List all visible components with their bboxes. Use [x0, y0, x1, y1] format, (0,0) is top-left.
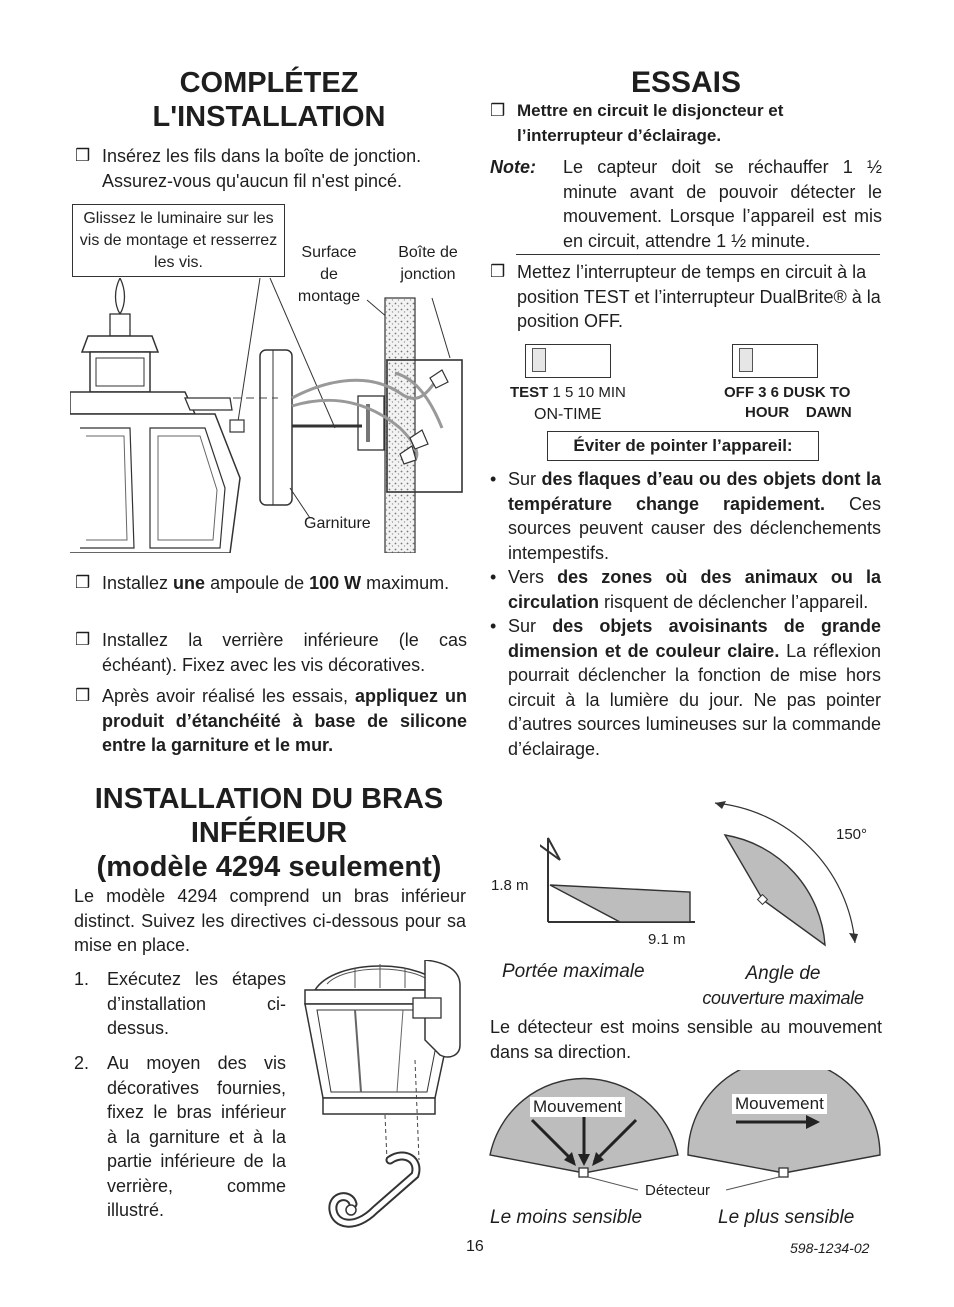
list-text: Au moyen des vis décoratives fournies, fixez le bras inférieur à la garniture et à la partie inférieure de la verrière, comme illustré. [107, 1053, 286, 1220]
caption-line: Angle de [745, 963, 821, 984]
title-line: INFÉRIEUR [190, 817, 348, 849]
bullet-text: Sur [508, 469, 542, 489]
motion-label-2: Mouvement [732, 1094, 827, 1114]
bullet-list [490, 467, 881, 761]
title-line: (modèle 4294 seulement) [96, 851, 442, 883]
angle-label: 150° [836, 826, 868, 843]
detector-label: Détecteur [645, 1182, 711, 1199]
section-title-bras [73, 782, 465, 884]
list-number: 1. [74, 969, 90, 989]
step-silicone [75, 684, 467, 758]
bullet-text: La réflexion pourrait déclencher la fonction de mise hors circuit à la lumière du jour. Ne pas pointer d’autres sources lumineuses sur la commande d’éclairage. [508, 640, 882, 759]
switch1-label [510, 384, 626, 401]
label-boite: Boîte de jonction [398, 244, 458, 283]
time-switch [525, 344, 611, 378]
sensitivity-text: Le détecteur est moins sensible au mouvement dans sa direction. [490, 1017, 882, 1062]
bullet-icon: • [490, 469, 497, 489]
caption-angle [685, 961, 881, 1011]
switch-label: HOUR DAWN [745, 404, 852, 421]
caption-more-sensitive: Le plus sensible [718, 1207, 855, 1228]
checkbox-icon: ❒ [75, 146, 91, 165]
bullet-item [490, 467, 881, 565]
divider [516, 254, 880, 255]
switch-knob [739, 348, 753, 372]
switch-label-bold: TEST [510, 384, 549, 401]
list-item-1 [74, 967, 286, 1041]
switch-knob [532, 348, 546, 372]
callout-box [72, 204, 285, 277]
step-text: ampoule de [205, 573, 310, 593]
title-line: L'INSTALLATION [152, 101, 386, 133]
title-line: INSTALLATION DU BRAS [94, 783, 444, 815]
note-label: Note: [490, 157, 536, 177]
checkbox-icon: ❒ [490, 101, 506, 120]
list-number: 2. [74, 1053, 90, 1073]
bullet-text: Vers [508, 567, 558, 587]
bullet-item [490, 614, 881, 761]
step-install-bulb [75, 571, 467, 596]
checkbox-icon: ❒ [75, 630, 91, 649]
list-item-2 [74, 1051, 286, 1223]
bullet-text-bold: des objets avoisinants de grande dimension et de couleur claire. [508, 616, 881, 661]
checkbox-icon: ❒ [75, 573, 91, 592]
step-text: Après avoir réalisé les essais, [102, 686, 356, 706]
bullet-text-bold: des zones où des animaux ou la circulation [508, 567, 881, 612]
step-insert-wires [75, 144, 467, 193]
step-text-bold: appliquez un produit d’étanchéité à base de silicone entre la garniture et le mur. [102, 686, 467, 755]
callout-text: Glissez le luminaire sur les vis de montage et resserrez les vis. [79, 210, 278, 271]
dualbrite-switch [732, 344, 818, 378]
page-number: 16 [466, 1238, 484, 1255]
bullet-text: risquent de déclencher l’appareil. [599, 591, 869, 612]
step-text: Mettez l’interrupteur de temps en circuit à la position TEST et l’interrupteur DualBrite® à la position OFF. [517, 262, 881, 331]
angle-diagram [705, 795, 885, 955]
caption-line: couverture maximale [702, 988, 864, 1008]
range-label: 9.1 m [648, 931, 686, 948]
step-text-bold: 100 W [309, 573, 362, 593]
note-text: Le capteur doit se réchauffer 1 ½ minute avant de pouvoir détecter le mouvement. Lorsque l’appareil est mis en circuit, attendre 1 ½ minute. [563, 157, 882, 251]
step-circuit-on [490, 99, 882, 148]
switch2-label [724, 383, 852, 423]
height-label: 1.8 m [491, 877, 529, 894]
doc-code: 598-1234-02 [790, 1240, 870, 1256]
step-text: Installez [102, 573, 174, 593]
caption-less-sensitive: Le moins sensible [490, 1207, 643, 1228]
section-title-essais: ESSAIS [630, 66, 742, 99]
bullet-icon: • [490, 567, 497, 587]
lower-arm-illustration [295, 960, 470, 1240]
fixture-mount-illustration [70, 278, 470, 553]
step-text: Installez la verrière inférieure (le cas échéant). Fixez avec les vis décoratives. [102, 630, 467, 675]
switch-label: 1 5 10 MIN [548, 384, 626, 401]
caption-range: Portée maximale [502, 961, 645, 982]
bullet-text: Sur [508, 616, 553, 636]
bullet-text: Ces sources peuvent causer des déclenchements intempestifs. [508, 493, 881, 563]
list-text: Exécutez les étapes d’installation ci-dessus. [107, 969, 286, 1038]
step-text: Mettre en circuit le disjoncteur et l’interrupteur d’éclairage. [517, 101, 784, 145]
checkbox-icon: ❒ [75, 686, 91, 705]
bullet-item [490, 565, 881, 614]
intro-4294: Le modèle 4294 comprend un bras inférieur distinct. Suivez les directives ci-dessous pour sa mise en place. [74, 886, 466, 955]
motion-label-1: Mouvement [530, 1097, 625, 1117]
note-block [490, 155, 882, 253]
step-text-bold: une [173, 573, 206, 593]
section-title-completez [73, 66, 465, 134]
switch-label: OFF 3 6 DUSK TO [724, 384, 851, 401]
step-text: maximum. [361, 573, 450, 593]
label-garniture: Garniture [304, 515, 371, 532]
avoid-box: Éviter de pointer l’appareil: [547, 431, 819, 461]
title-line: COMPLÉTEZ [179, 67, 359, 99]
range-diagram [540, 830, 700, 940]
step-set-switches [490, 260, 882, 334]
checkbox-icon: ❒ [490, 262, 506, 281]
step-install-lower-glass [75, 628, 467, 677]
switch1-sublabel: ON-TIME [534, 406, 602, 423]
step-text: Insérez les fils dans la boîte de jonction. Assurez-vous qu'aucun fil n'est pincé. [102, 146, 422, 191]
bullet-text-bold: des flaques d’eau ou des objets dont la température change rapidement. [508, 469, 882, 514]
bullet-icon: • [490, 616, 497, 636]
label-surface: Surface de montage [297, 244, 361, 305]
